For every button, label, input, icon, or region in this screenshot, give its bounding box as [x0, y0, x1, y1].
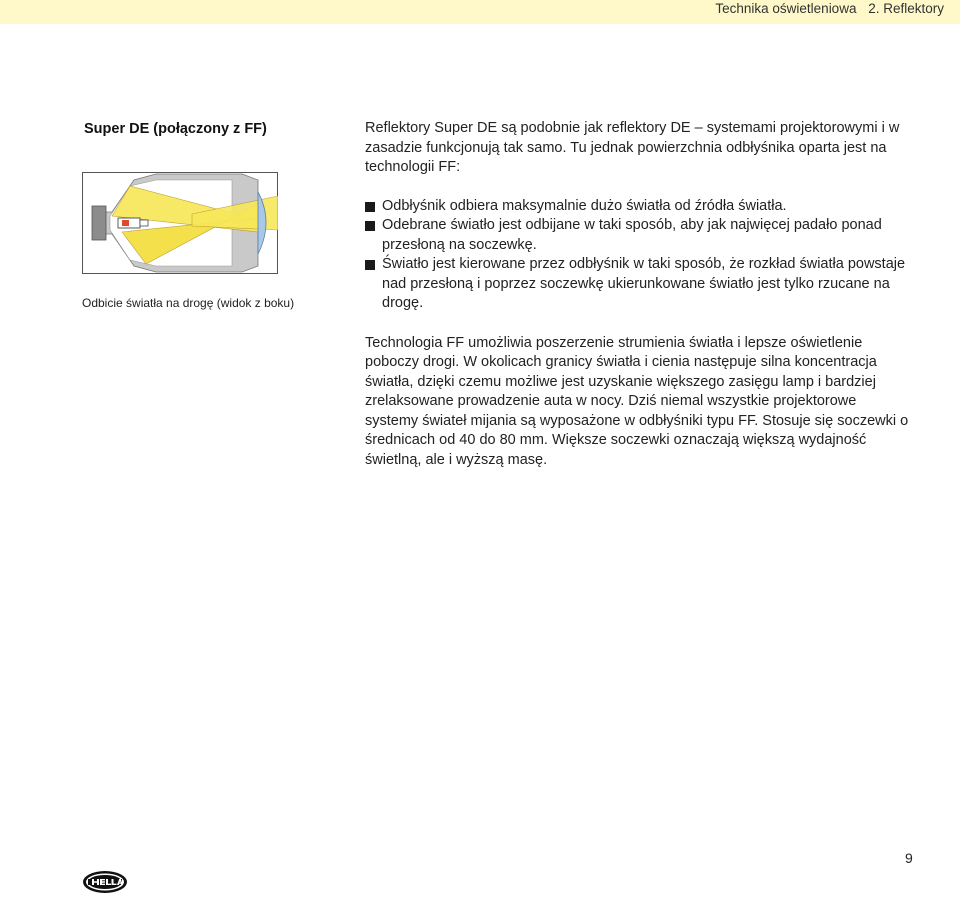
reflector-back-plate: [92, 206, 106, 240]
hella-logo-icon: [82, 870, 128, 894]
bullet-text: Światło jest kierowane przez odbłyśnik w taki sposób, że rozkład światła powstaje nad przesłoną i poprzez soczewkę ukierunkowane światło jest tylko rzucane na drogę.: [382, 256, 906, 311]
square-bullet-icon: [365, 221, 375, 231]
square-bullet-icon: [365, 202, 375, 212]
bullet-item: [365, 216, 913, 255]
bullet-item: [365, 255, 913, 314]
hella-logo: [82, 870, 128, 894]
bulb-filament: [122, 220, 129, 226]
bullet-text: Odbłyśnik odbiera maksymalnie dużo światła od źródła światła.: [382, 197, 787, 214]
figure-caption: Odbicie światła na drogę (widok z boku): [82, 296, 295, 310]
body-text: [365, 119, 913, 470]
bullet-item: [365, 197, 913, 217]
shield: [140, 220, 148, 226]
bullet-text: Odebrane światło jest odbijane w taki sposób, aby jak najwięcej padało ponad przesłoną na soczewkę.: [382, 217, 882, 253]
page-number: 9: [905, 850, 913, 866]
section-title: Super DE (połączony z FF): [84, 121, 267, 137]
reflector-diagram-svg: [82, 172, 278, 274]
reflector-diagram: [82, 172, 278, 274]
intro-paragraph: Reflektory Super DE są podobnie jak reflektory DE – systemami projektorowymi i w zasadzie funkcjonują tak samo. Tu jednak powierzchnia odbłyśnika oparta jest na technologii FF:: [365, 120, 900, 175]
header-band: [0, 0, 960, 24]
header-chapter: Technika oświetleniowa: [715, 1, 857, 16]
header-section: 2. Reflektory: [868, 1, 944, 16]
square-bullet-icon: [365, 260, 375, 270]
bullet-list: [365, 197, 913, 314]
technology-paragraph: Technologia FF umożliwia poszerzenie strumienia światła i lepsze oświetlenie poboczy drogi. W okolicach granicy światła i cienia następuje silna koncentracja światła, dzięki czemu możliwe jest uzyskanie większego zasięgu lamp i bardziej zrelaksowane prowadzenie auta w nocy. Dziś niemal wszystkie projektorowe systemy świateł mijania są wyposażone w odbłyśniki typu FF. Stosuje się soczewki o średnicach od 40 do 80 mm. Większe soczewki oznaczają większą wydajność świetlną, ale i wyższą masę.: [365, 334, 909, 468]
running-header: [715, 1, 944, 16]
